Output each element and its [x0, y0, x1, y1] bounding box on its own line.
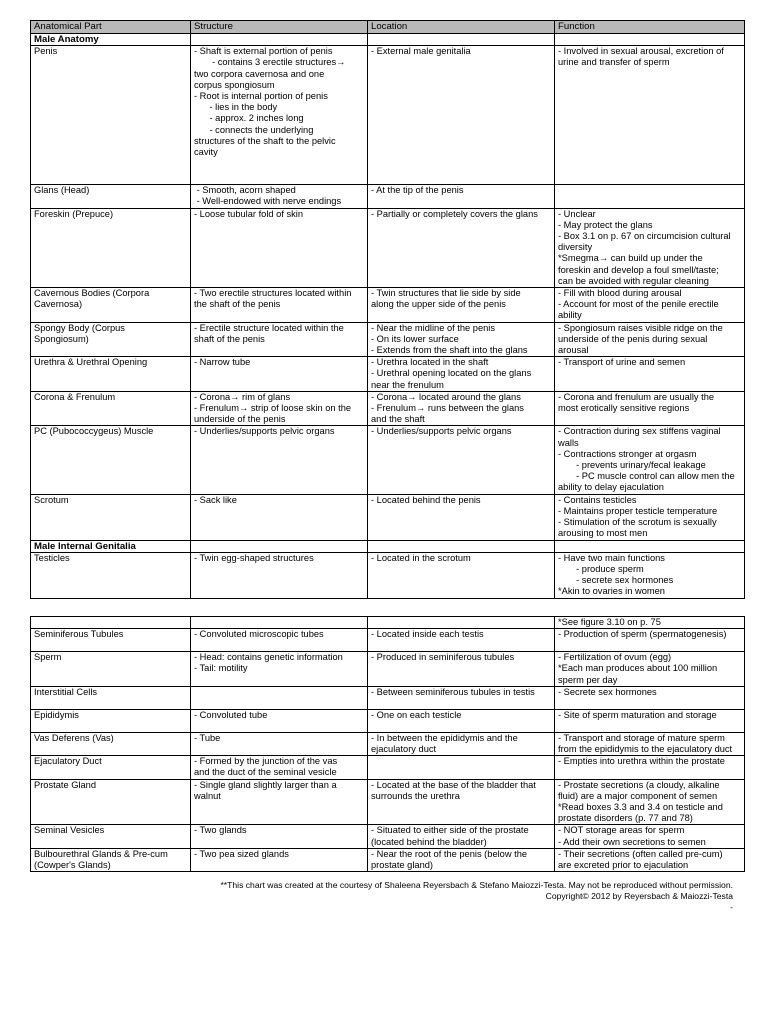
cell-text-line: corpus spongiosum [194, 79, 275, 90]
location-cell [368, 46, 555, 185]
cell-text-line: and the duct of the seminal vesicle [194, 767, 337, 778]
table-row [31, 848, 745, 871]
cell-text-line: - Contains testicles [558, 494, 637, 505]
structure-cell [191, 629, 368, 652]
cell-text-line: *Each man produces about 100 million [558, 663, 718, 674]
cell-text-line: - Transport and storage of mature sperm [558, 732, 725, 743]
continuation-function-cell [555, 617, 745, 629]
table-row [31, 756, 745, 779]
function-cell [555, 494, 745, 540]
part-cell [31, 686, 191, 709]
table-header-row [31, 21, 745, 34]
structure-cell [191, 686, 368, 709]
structure-cell [191, 552, 368, 598]
cell-text-line: - One on each testicle [371, 709, 462, 720]
function-cell [555, 46, 745, 185]
cell-text-line: prostate disorders (p. 77 and 78) [558, 813, 693, 824]
structure-cell [191, 494, 368, 540]
cell-text-line: PC (Pubococcygeus) Muscle [34, 426, 154, 437]
location-cell [368, 686, 555, 709]
structure-cell [191, 709, 368, 732]
table-row [31, 391, 745, 426]
column-header-structure: Structure [191, 21, 368, 34]
location-cell [368, 652, 555, 687]
location-cell [368, 552, 555, 598]
continuation-row [31, 617, 745, 629]
function-cell [555, 709, 745, 732]
cell-text-line: - Box 3.1 on p. 67 on circumcision cultural [558, 231, 731, 242]
cell-text-line: - Tube [194, 732, 221, 743]
cell-text-line: - Near the root of the penis (below the [371, 848, 528, 859]
function-cell [555, 825, 745, 848]
cell-text-line: arousal [558, 345, 589, 356]
cell-text-line: - In between the epididymis and the [371, 732, 518, 743]
cell-text-line: - Stimulation of the scrotum is sexually [558, 517, 717, 528]
cell-text-line: along the upper side of the penis [371, 299, 506, 310]
structure-cell [191, 756, 368, 779]
cell-text-line: (located behind the bladder) [371, 836, 487, 847]
cell-text-line: Cavernous Bodies (Corpora [34, 288, 150, 299]
table-row [31, 185, 745, 208]
location-cell [368, 322, 555, 357]
part-cell [31, 629, 191, 652]
column-header-anatomical-part: Anatomical Part [31, 21, 191, 34]
table-row [31, 779, 745, 825]
cell-text-line: - Corona→ located around the glans [371, 391, 521, 402]
structure-cell [191, 357, 368, 392]
cell-text-line: - Shaft is external portion of penis [194, 46, 333, 57]
cell-text-line: fluid) are a major component of semen [558, 790, 718, 801]
cell-text-line: Corona & Frenulum [34, 391, 116, 402]
cell-text-line: Testicles [34, 552, 70, 563]
part-cell [31, 185, 191, 208]
cell-text-line: - Their secretions (often called pre-cum) [558, 848, 723, 859]
cell-text-line: can be avoided with regular cleaning [558, 275, 709, 286]
cell-text-line: prostate gland) [371, 860, 434, 871]
cell-text-line: near the frenulum [371, 379, 444, 390]
cell-text-line: - Located inside each testis [371, 629, 484, 640]
cell-text-line: - Urethral opening located on the glans [371, 368, 532, 379]
cell-text-line: Spongy Body (Corpus [34, 322, 125, 333]
table-row [31, 46, 745, 185]
cell-text-line: Penis [34, 46, 58, 57]
function-cell [555, 779, 745, 825]
cell-text-line: structures of the shaft to the pelvic [194, 135, 336, 146]
cell-text-line: Urethra & Urethral Opening [34, 357, 148, 368]
cell-text-line: - Secrete sex hormones [558, 686, 657, 697]
cell-text-line: *Read boxes 3.3 and 3.4 on testicle and [558, 802, 723, 813]
cell-text-line: - Tail: motility [194, 663, 248, 674]
cell-text-line: - Single gland slightly larger than a [194, 779, 337, 790]
part-cell [31, 46, 191, 185]
cell-text-line: and the shaft [371, 414, 425, 425]
cell-text-line: cavity [194, 147, 218, 158]
cell-text-line: arousing to most men [558, 528, 648, 539]
cell-text-line: ability to delay ejaculation [558, 482, 664, 493]
structure-cell [191, 46, 368, 185]
cell-text-line: Interstitial Cells [34, 686, 98, 697]
cell-text-line: - Urethra located in the shaft [371, 357, 489, 368]
table-row [31, 357, 745, 392]
location-cell [368, 848, 555, 871]
section-title: Male Anatomy [31, 34, 191, 46]
part-cell [31, 848, 191, 871]
cell-text-line: - Erectile structure located within the [194, 322, 344, 333]
cell-text-line: - Contractions stronger at orgasm [558, 448, 697, 459]
table-body-internal [31, 552, 745, 598]
cell-text-line: - Convoluted tube [194, 709, 268, 720]
part-cell [31, 357, 191, 392]
cell-text-line: - At the tip of the penis [371, 185, 464, 196]
cell-text-line: Seminiferous Tubules [34, 629, 124, 640]
function-cell [555, 756, 745, 779]
table-row [31, 426, 745, 494]
cell-text-line: *See figure 3.10 on p. 75 [558, 617, 661, 627]
cell-text-line: Ejaculatory Duct [34, 756, 102, 767]
table-body-external [31, 46, 745, 540]
function-cell [555, 652, 745, 687]
part-cell [31, 552, 191, 598]
location-cell [368, 709, 555, 732]
footer-dash: - [730, 902, 733, 912]
structure-cell [191, 288, 368, 323]
function-cell [555, 208, 745, 287]
cell-text-line: - Extends from the shaft into the glans [371, 345, 528, 356]
structure-cell [191, 732, 368, 755]
location-cell [368, 756, 555, 779]
location-cell [368, 426, 555, 494]
cell-text-line: - Located behind the penis [371, 494, 481, 505]
cell-text-line: sperm per day [558, 674, 618, 685]
structure-cell [191, 322, 368, 357]
function-cell [555, 686, 745, 709]
cell-text-line: - Have two main functions [558, 552, 665, 563]
table-body-internal-continued [31, 629, 745, 872]
cell-text-line: - Partially or completely covers the glans [371, 208, 538, 219]
cell-text-line: most erotically sensitive regions [558, 403, 690, 414]
cell-text-line: - lies in the body [194, 102, 278, 113]
cell-text-line: two corpora cavernosa and one [194, 68, 325, 79]
cell-text-line: - approx. 2 inches long [194, 113, 304, 124]
table-row [31, 208, 745, 287]
cell-text-line: - Involved in sexual arousal, excretion of [558, 46, 724, 57]
cell-text-line: - Spongiosum raises visible ridge on the [558, 322, 723, 333]
part-cell [31, 288, 191, 323]
cell-text-line: - Sack like [194, 494, 237, 505]
cell-text-line: Cavernosa) [34, 299, 83, 310]
cell-text-line: walls [558, 437, 579, 448]
cell-text-line: Vas Deferens (Vas) [34, 732, 114, 743]
cell-text-line: - Contraction during sex stiffens vaginal [558, 426, 721, 437]
table-row [31, 322, 745, 357]
cell-text-line: - Fill with blood during arousal [558, 288, 682, 299]
part-cell [31, 709, 191, 732]
table-row [31, 494, 745, 540]
location-cell [368, 825, 555, 848]
part-cell [31, 322, 191, 357]
anatomy-table-page-1 [30, 20, 745, 599]
table-row [31, 686, 745, 709]
cell-text-line: - Smooth, acorn shaped [194, 185, 296, 196]
location-cell [368, 629, 555, 652]
cell-text-line: Prostate Gland [34, 779, 97, 790]
cell-text-line: - Maintains proper testicle temperature [558, 505, 718, 516]
structure-cell [191, 185, 368, 208]
cell-text-line: - produce sperm [558, 563, 644, 574]
cell-text-line: - Underlies/supports pelvic organs [371, 426, 512, 437]
cell-text-line: - Prostate secretions (a cloudy, alkaline [558, 779, 720, 790]
location-cell [368, 779, 555, 825]
part-cell [31, 208, 191, 287]
cell-text-line: Epididymis [34, 709, 79, 720]
cell-text-line: - On its lower surface [371, 333, 459, 344]
location-cell [368, 208, 555, 287]
cell-text-line: surrounds the urethra [371, 790, 460, 801]
cell-text-line: ability [558, 310, 582, 321]
cell-text-line: walnut [194, 790, 221, 801]
part-cell [31, 825, 191, 848]
cell-text-line: - Between seminiferous tubules in testis [371, 686, 535, 697]
cell-text-line: diversity [558, 242, 593, 253]
cell-text-line: Scrotum [34, 494, 69, 505]
cell-text-line: - Fertilization of ovum (egg) [558, 652, 672, 663]
function-cell [555, 322, 745, 357]
cell-text-line: - External male genitalia [371, 46, 471, 57]
cell-text-line: are excreted prior to ejaculation [558, 860, 689, 871]
cell-text-line: - Two erectile structures located within [194, 288, 352, 299]
cell-text-line: - Frenulum→ runs between the glans [371, 403, 524, 414]
cell-text-line: - Located in the scrotum [371, 552, 471, 563]
cell-text-line: foreskin and develop a foul smell/taste; [558, 264, 719, 275]
location-cell [368, 732, 555, 755]
cell-text-line: - May protect the glans [558, 219, 653, 230]
cell-text-line: the shaft of the penis [194, 299, 281, 310]
function-cell [555, 391, 745, 426]
cell-text-line: *Akin to ovaries in women [558, 586, 665, 597]
part-cell [31, 756, 191, 779]
cell-text-line: - Unclear [558, 208, 596, 219]
cell-text-line: - Narrow tube [194, 357, 251, 368]
table-row [31, 709, 745, 732]
cell-text-line: ejaculatory duct [371, 744, 437, 755]
cell-text-line: shaft of the penis [194, 333, 265, 344]
cell-text-line: - Loose tubular fold of skin [194, 208, 304, 219]
section-row-male-anatomy [31, 34, 745, 46]
cell-text-line: - contains 3 erectile structures→ [194, 57, 346, 68]
cell-text-line: urine and transfer of sperm [558, 57, 670, 68]
table-row [31, 629, 745, 652]
structure-cell [191, 391, 368, 426]
cell-text-line: - Empties into urethra within the prostate [558, 756, 725, 767]
cell-text-line: - Convoluted microscopic tubes [194, 629, 324, 640]
function-cell [555, 732, 745, 755]
cell-text-line: underside of the penis during sexual [558, 333, 708, 344]
part-cell [31, 779, 191, 825]
cell-text-line: - Well-endowed with nerve endings [194, 196, 342, 207]
structure-cell [191, 426, 368, 494]
section-row-internal-genitalia [31, 540, 745, 552]
structure-cell [191, 848, 368, 871]
cell-text-line: - Two glands [194, 825, 247, 836]
anatomy-table-page-2 [30, 616, 745, 872]
cell-text-line: Glans (Head) [34, 185, 90, 196]
cell-text-line: - Located at the base of the bladder that [371, 779, 536, 790]
cell-text-line: - Produced in seminiferous tubules [371, 652, 515, 663]
cell-text-line: - Transport of urine and semen [558, 357, 686, 368]
cell-text-line: - Frenulum→ strip of loose skin on the [194, 403, 352, 414]
cell-text-line: *Smegma→ can build up under the [558, 253, 703, 264]
table-row [31, 732, 745, 755]
cell-text-line: - Situated to either side of the prostate [371, 825, 529, 836]
section-title: Male Internal Genitalia [31, 540, 191, 552]
location-cell [368, 494, 555, 540]
cell-text-line: Spongiosum) [34, 333, 89, 344]
cell-text-line: - Near the midline of the penis [371, 322, 496, 333]
cell-text-line: underside of the penis [194, 414, 286, 425]
cell-text-line: - Corona→ rim of glans [194, 391, 291, 402]
cell-text-line: - NOT storage areas for sperm [558, 825, 685, 836]
location-cell [368, 391, 555, 426]
footer-credit: **This chart was created at the courtesy of Shaleena Reyersbach & Stefano Maiozzi-Testa. May not be reproduced without permission. [220, 880, 733, 890]
part-cell [31, 391, 191, 426]
cell-text-line: - Twin structures that lie side by side [371, 288, 521, 299]
function-cell [555, 185, 745, 208]
part-cell [31, 494, 191, 540]
cell-text-line: - PC muscle control can allow men the [558, 471, 735, 482]
cell-text-line: Bulbourethral Glands & Pre-cum [34, 848, 168, 859]
cell-text-line: - Root is internal portion of penis [194, 91, 328, 102]
cell-text-line: - connects the underlying [194, 124, 314, 135]
cell-text-line: - Add their own secretions to semen [558, 836, 706, 847]
cell-text-line: - Production of sperm (spermatogenesis) [558, 629, 727, 640]
function-cell [555, 629, 745, 652]
location-cell [368, 288, 555, 323]
structure-cell [191, 208, 368, 287]
cell-text-line: from the epididymis to the ejaculatory duct [558, 744, 733, 755]
cell-text-line: - Head: contains genetic information [194, 652, 343, 663]
cell-text-line: Foreskin (Prepuce) [34, 208, 114, 219]
structure-cell [191, 825, 368, 848]
cell-text-line: Sperm [34, 652, 62, 663]
table-row [31, 652, 745, 687]
table-row [31, 288, 745, 323]
function-cell [555, 288, 745, 323]
cell-text-line: - Corona and frenulum are usually the [558, 391, 715, 402]
cell-text-line: - secrete sex hormones [558, 575, 674, 586]
function-cell [555, 357, 745, 392]
cell-text-line: - Site of sperm maturation and storage [558, 709, 717, 720]
cell-text-line: - Formed by the junction of the vas [194, 756, 338, 767]
column-header-location: Location [368, 21, 555, 34]
structure-cell [191, 779, 368, 825]
part-cell [31, 652, 191, 687]
cell-text-line: - Account for most of the penile erectile [558, 299, 719, 310]
cell-text-line: Seminal Vesicles [34, 825, 105, 836]
part-cell [31, 732, 191, 755]
function-cell [555, 552, 745, 598]
table-row [31, 825, 745, 848]
part-cell [31, 426, 191, 494]
cell-text-line: - Underlies/supports pelvic organs [194, 426, 335, 437]
table-row [31, 552, 745, 598]
function-cell [555, 426, 745, 494]
column-header-function: Function [555, 21, 745, 34]
footer-copyright: Copyright© 2012 by Reyersbach & Maiozzi-Testa [545, 891, 733, 901]
cell-text-line: - Two pea sized glands [194, 848, 289, 859]
structure-cell [191, 652, 368, 687]
cell-text-line: - prevents urinary/fecal leakage [558, 460, 706, 471]
cell-text-line: - Twin egg-shaped structures [194, 552, 314, 563]
location-cell [368, 357, 555, 392]
location-cell [368, 185, 555, 208]
function-cell [555, 848, 745, 871]
cell-text-line: (Cowper's Glands) [34, 860, 111, 871]
